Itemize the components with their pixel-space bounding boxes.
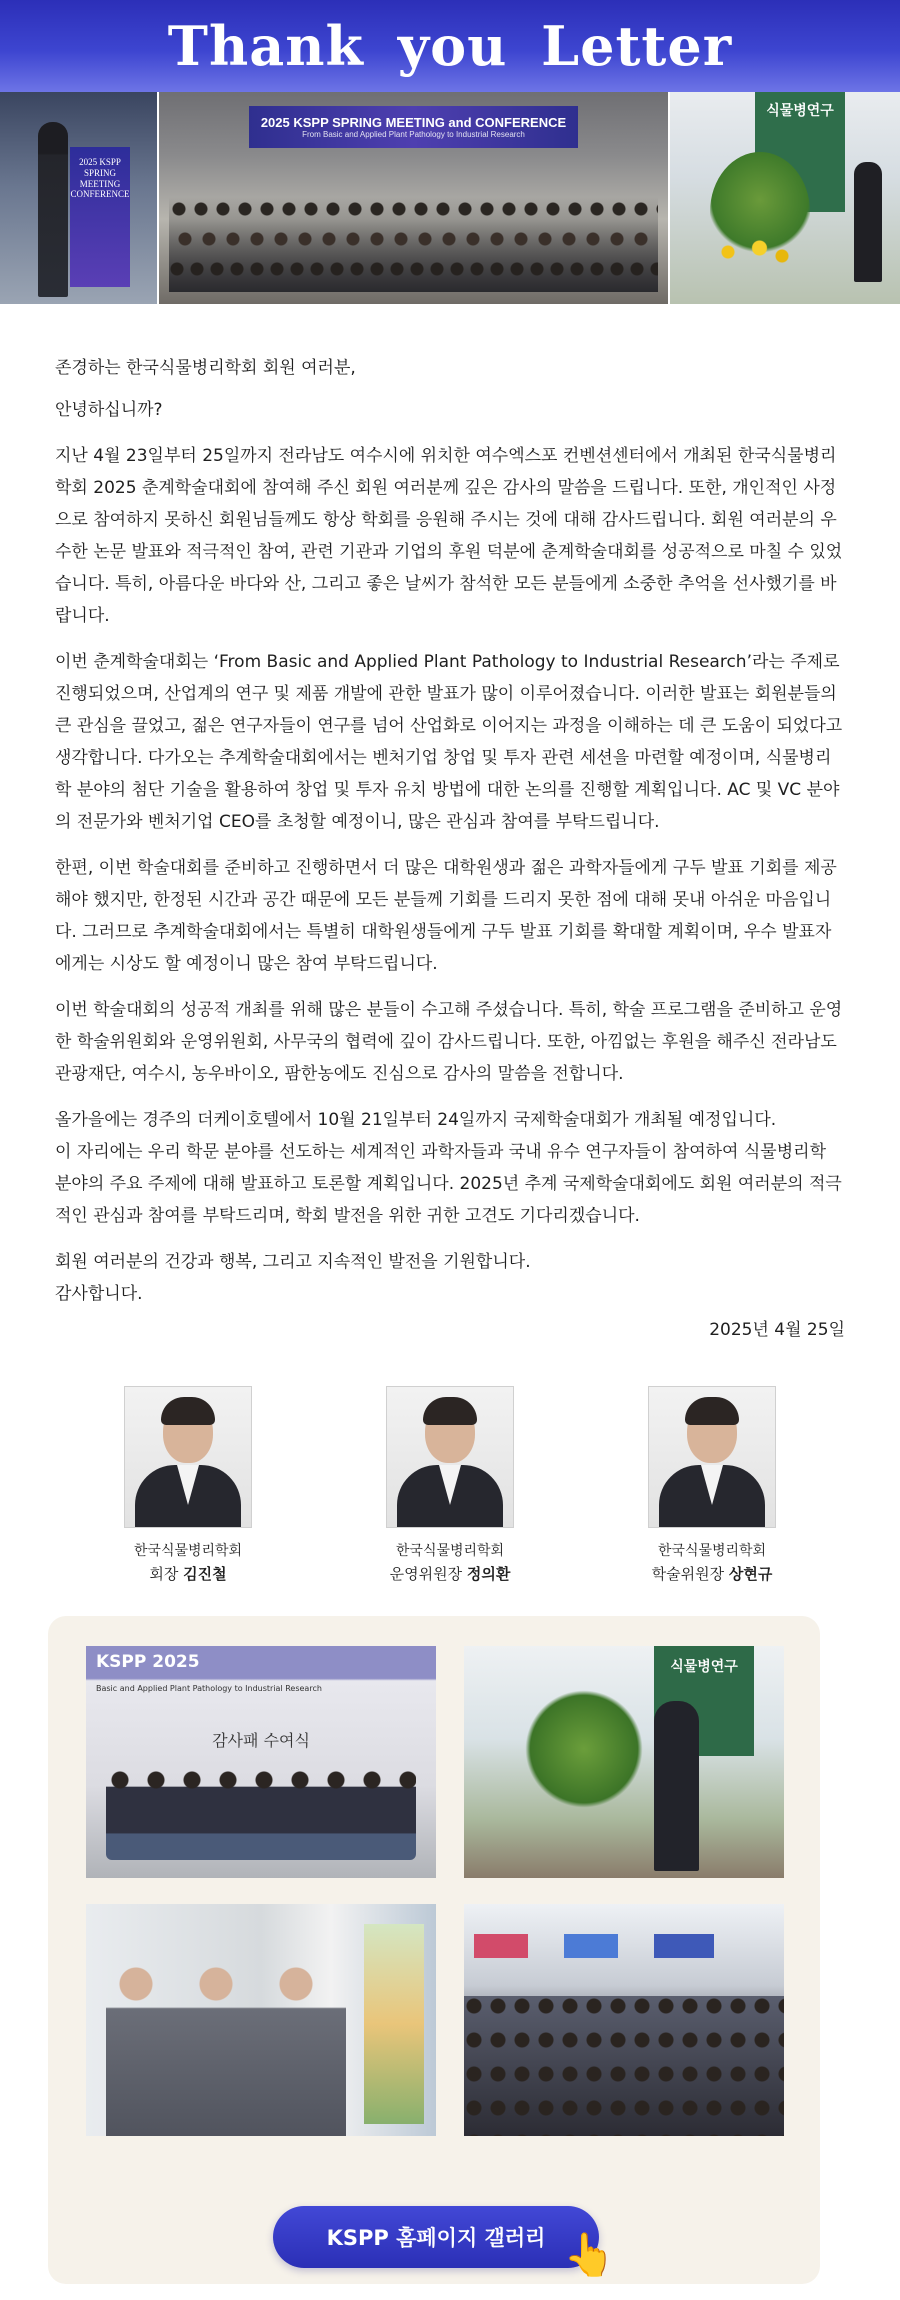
signatories [0, 1346, 900, 1586]
signatory-title [350, 1562, 550, 1586]
gallery-photo-award [86, 1646, 436, 1878]
speaker-figure [38, 122, 68, 297]
signatory-role: 학술위원장 [651, 1565, 725, 1583]
salutation: 존경하는 한국식물병리학회 회원 여러분, [55, 358, 356, 378]
portrait-photo [648, 1386, 776, 1528]
attendees [106, 1964, 346, 2136]
gallery-photo-poster-session [86, 1904, 436, 2136]
exhibition-crowd [464, 1996, 784, 2136]
booth-person [854, 162, 882, 282]
closing [55, 1246, 845, 1310]
gallery-link-button[interactable]: KSPP 홈페이지 갤러리 [273, 2206, 599, 2268]
header-banner [0, 0, 900, 92]
award-group [106, 1770, 416, 1860]
portrait-photo [386, 1386, 514, 1528]
letter-body [0, 304, 900, 1346]
photo-group [157, 92, 670, 304]
header-photo-strip [0, 92, 900, 304]
signatory-president [88, 1386, 288, 1586]
signatory-org: 한국식물병리학회 [133, 1543, 243, 1559]
signatory-org: 한국식물병리학회 [395, 1543, 505, 1559]
photo-booth [670, 92, 900, 304]
photo-sub-text: Basic and Applied Plant Pathology to Industrial Research [96, 1684, 322, 1693]
booth-poster: 식물병연구 [654, 1646, 754, 1756]
conference-banner-subtitle: From Basic and Applied Plant Pathology to Industrial Research [302, 130, 525, 139]
signatory-role: 운영위원장 [389, 1565, 463, 1583]
research-poster [364, 1924, 424, 2124]
paragraph-1: 지난 4월 23일부터 25일까지 전라남도 여수시에 위치한 여수엑스포 컨벤션센터에서 개최된 한국식물병리학회 2025 춘계학술대회에 참여해 주신 회원 여러분께 깊은 감사의 말씀을 드립니다. 또한, 개인적인 사정으로 참여하지 못하신 회원님들께도 항상 학회를 응원해 주시는 것에 대해 감사드립니다. 회원 여러분의 우수한 논문 발표와 적극적인 참여, 관련 기관과 기업의 후원 덕분에 춘계학술대회를 성공적으로 마칠 수 있었습니다. 특히, 아름다운 바다와 산, 그리고 좋은 날씨가 참석한 모든 분들에게 소중한 추억을 선사했기를 바랍니다. [55, 446, 843, 626]
conference-banner [249, 106, 578, 148]
gallery-section [48, 1616, 820, 2284]
signatory-role: 회장 [149, 1565, 179, 1583]
paragraph-3: 한편, 이번 학술대회를 준비하고 진행하면서 더 많은 대학원생과 젊은 과학자들에게 구두 발표 기회를 제공해야 했지만, 한정된 시간과 공간 때문에 모든 분들께 기회를 드리지 못한 점에 대해 못내 아쉬운 마음입니다. 그러므로 추계학술대회에서는 특별히 대학원생들에게 구두 발표 기회를 확대할 계획이며, 우수 발표자에게는 시상도 할 예정이니 많은 참여 부탁드립니다. [55, 858, 837, 974]
flower-decoration [710, 232, 800, 272]
booth-person [654, 1701, 699, 1871]
group-crowd [169, 197, 658, 292]
closing-line-2: 감사합니다. [55, 1284, 143, 1304]
photo-ceremony-title: 감사패 수여식 [212, 1731, 310, 1750]
signatory-academic-chair [612, 1386, 812, 1586]
conference-banner-title: 2025 KSPP SPRING MEETING and CONFERENCE [260, 115, 567, 130]
photo-brand-text: KSPP 2025 [96, 1652, 200, 1672]
page-title: Thank you Letter [167, 14, 733, 78]
portrait-photo [124, 1386, 252, 1528]
signatory-name: 상현규 [728, 1565, 773, 1583]
signatory-name: 정의환 [466, 1565, 511, 1583]
signatory-operations-chair [350, 1386, 550, 1586]
podium: 2025 KSPP SPRING MEETING CONFERENCE [70, 147, 130, 287]
plant-decoration [524, 1686, 644, 1826]
paragraph-4: 이번 학술대회의 성공적 개최를 위해 많은 분들이 수고해 주셨습니다. 특히, 학술 프로그램을 준비하고 운영한 학술위원회와 운영위원회, 사무국의 협력에 깊이 감사드립니다. 또한, 아낌없는 후원을 해주신 전라남도 관광재단, 여수시, 농우바이오, 팜한농에도 진심으로 감사의 말씀을 전합니다. [55, 1000, 843, 1084]
exhibition-signs [474, 1934, 774, 1958]
signatory-name: 김진철 [183, 1565, 227, 1583]
paragraph-5 [55, 1104, 845, 1232]
booth-poster: 식물병연구 [755, 92, 845, 212]
signatory-title [612, 1562, 812, 1586]
paragraph-2: 이번 춘계학술대회는 ‘From Basic and Applied Plant Pathology to Industrial Research’라는 주제로 진행되었으며, 산업계의 연구 및 제품 개발에 관한 발표가 많이 이루어졌습니다. 이러한 발표는 회원분들의 큰 관심을 끌었고, 젊은 연구자들이 연구를 넘어 산업화로 이어지는 과정을 이해하는 데 큰 도움이 되었다고 생각합니다. 다가오는 추계학술대회에서는 벤처기업 창업 및 투자 관련 세션을 마련할 예정이며, 식물병리학 분야의 첨단 기술을 활용하여 창업 및 투자 유치 방법에 대한 논의를 진행할 계획입니다. AC 및 VC 분야의 전문가와 벤처기업 CEO를 초청할 예정이니, 많은 관심과 참여를 부탁드립니다. [55, 652, 843, 832]
paragraph-5-line-2: 이 자리에는 우리 학문 분야를 선도하는 세계적인 과학자들과 국내 유수 연구자들이 참여하여 식물병리학 분야의 주요 주제에 대해 발표하고 토론할 계획입니다. 2025년 추계 국제학술대회에도 회원 여러분의 적극적인 관심과 참여를 부탁드리며, 학회 발전을 위한 귀한 고견도 기다리겠습니다. [55, 1142, 842, 1226]
paragraph-5-line-1: 올가을에는 경주의 더케이호텔에서 10월 21일부터 24일까지 국제학술대회가 개최될 예정입니다. [55, 1110, 777, 1130]
greeting: 안녕하십니까? [55, 400, 163, 420]
gallery-photo-exhibition-hall [464, 1904, 784, 2136]
signatory-title [88, 1562, 288, 1586]
pointing-hand-icon: 👆 [563, 2230, 616, 2279]
closing-line-1: 회원 여러분의 건강과 행복, 그리고 지속적인 발전을 기원합니다. [55, 1252, 531, 1272]
gallery-photo-booth [464, 1646, 784, 1878]
letter-date: 2025년 4월 25일 [709, 1320, 845, 1340]
signatory-org: 한국식물병리학회 [657, 1543, 767, 1559]
photo-speaker [0, 92, 157, 304]
